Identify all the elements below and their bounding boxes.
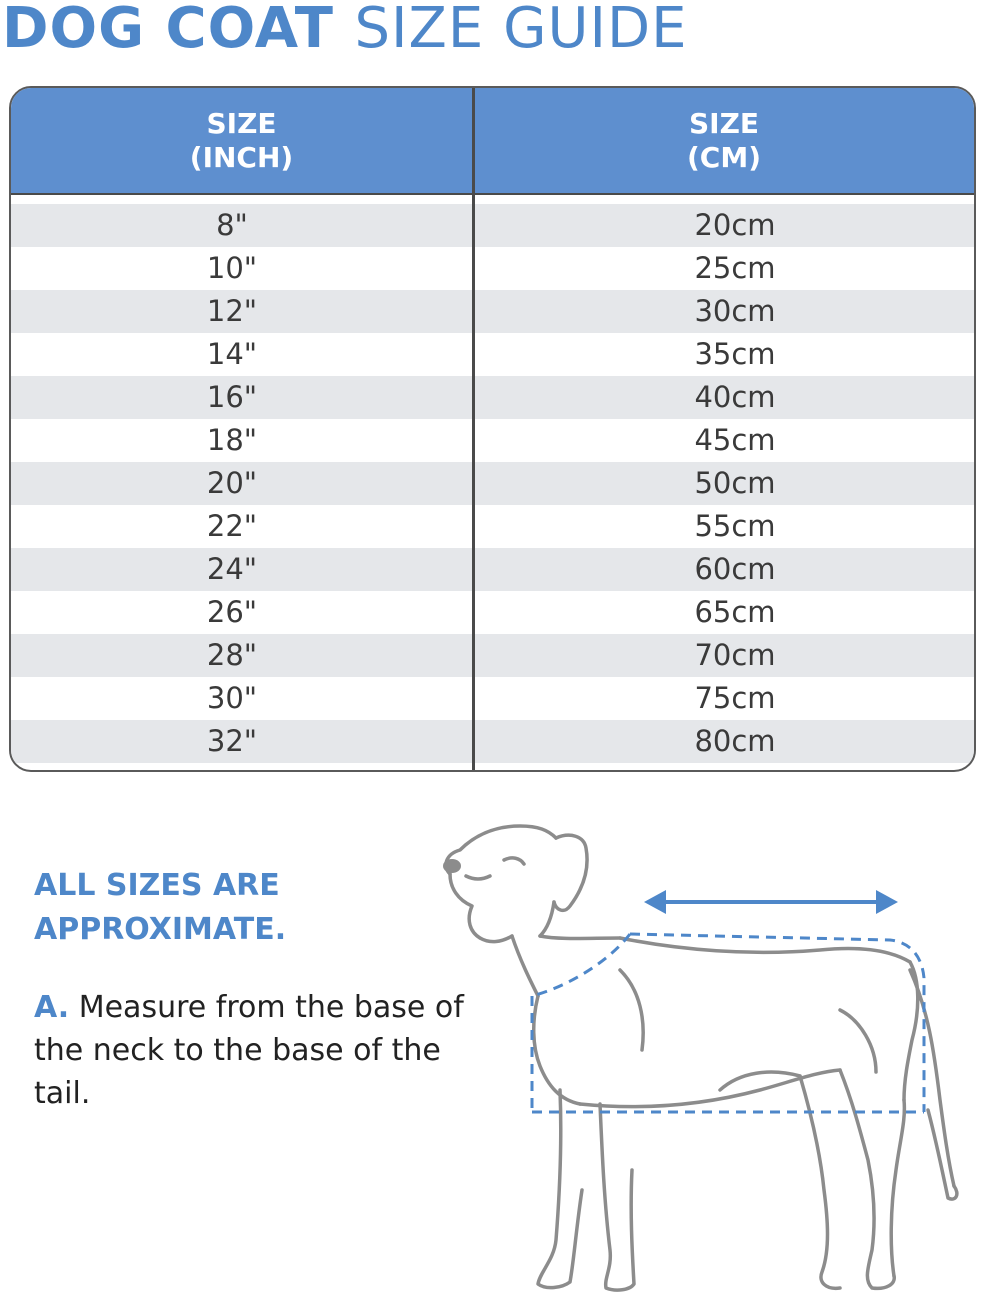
instruction-text: Measure from the base of the neck to the base of the tail. bbox=[34, 990, 464, 1111]
title-bold: DOG COAT bbox=[2, 0, 334, 61]
size-cm-cell: 20cm bbox=[694, 208, 776, 242]
size-cm-cell: 80cm bbox=[694, 724, 776, 758]
table-row bbox=[11, 548, 974, 591]
size-inch-cell: 20" bbox=[206, 466, 258, 500]
column-divider bbox=[472, 88, 475, 770]
size-cm-cell: 45cm bbox=[694, 423, 776, 457]
size-cm-cell: 50cm bbox=[694, 466, 776, 500]
table-row bbox=[11, 591, 974, 634]
size-inch-cell: 16" bbox=[206, 380, 258, 414]
header-inch bbox=[11, 88, 472, 193]
size-inch-cell: 28" bbox=[206, 638, 258, 672]
size-cm-cell: 70cm bbox=[694, 638, 776, 672]
table-row bbox=[11, 247, 974, 290]
title-light: SIZE GUIDE bbox=[354, 0, 688, 61]
size-inch-cell: 26" bbox=[206, 595, 258, 629]
table-header bbox=[11, 88, 974, 195]
table-row bbox=[11, 505, 974, 548]
table-row bbox=[11, 333, 974, 376]
size-table bbox=[9, 86, 976, 772]
size-inch-cell: 22" bbox=[206, 509, 258, 543]
size-cm-cell: 25cm bbox=[694, 251, 776, 285]
table-body bbox=[11, 204, 974, 763]
page-title bbox=[2, 0, 687, 62]
size-cm-cell: 55cm bbox=[694, 509, 776, 543]
table-row bbox=[11, 462, 974, 505]
size-cm-cell: 35cm bbox=[694, 337, 776, 371]
table-row bbox=[11, 677, 974, 720]
approximate-note: ALL SIZES ARE APPROXIMATE. bbox=[34, 868, 287, 947]
size-inch-cell: 30" bbox=[206, 681, 258, 715]
header-cm-line2: (CM) bbox=[686, 140, 761, 174]
header-inch-line1: SIZE bbox=[206, 106, 277, 140]
size-inch-cell: 32" bbox=[206, 724, 258, 758]
size-cm-cell: 30cm bbox=[694, 294, 776, 328]
size-cm-cell: 65cm bbox=[694, 595, 776, 629]
table-row bbox=[11, 376, 974, 419]
size-inch-cell: 14" bbox=[206, 337, 258, 371]
size-cm-cell: 60cm bbox=[694, 552, 776, 586]
table-row bbox=[11, 419, 974, 462]
measure-arrow-icon bbox=[644, 890, 898, 914]
measure-instruction bbox=[34, 986, 474, 1115]
table-row bbox=[11, 720, 974, 763]
dog-measurement-icon bbox=[420, 810, 990, 1310]
table-row bbox=[11, 204, 974, 247]
header-cm-line1: SIZE bbox=[688, 106, 759, 140]
size-cm-cell: 75cm bbox=[694, 681, 776, 715]
instruction-letter: A. bbox=[34, 990, 70, 1025]
size-inch-cell: 8" bbox=[216, 208, 248, 242]
size-inch-cell: 10" bbox=[206, 251, 258, 285]
size-inch-cell: 18" bbox=[206, 423, 258, 457]
size-inch-cell: 24" bbox=[206, 552, 258, 586]
table-row bbox=[11, 290, 974, 333]
size-inch-cell: 12" bbox=[206, 294, 258, 328]
header-cm bbox=[474, 88, 974, 193]
size-cm-cell: 40cm bbox=[694, 380, 776, 414]
header-inch-line2: (INCH) bbox=[189, 140, 294, 174]
table-row bbox=[11, 634, 974, 677]
